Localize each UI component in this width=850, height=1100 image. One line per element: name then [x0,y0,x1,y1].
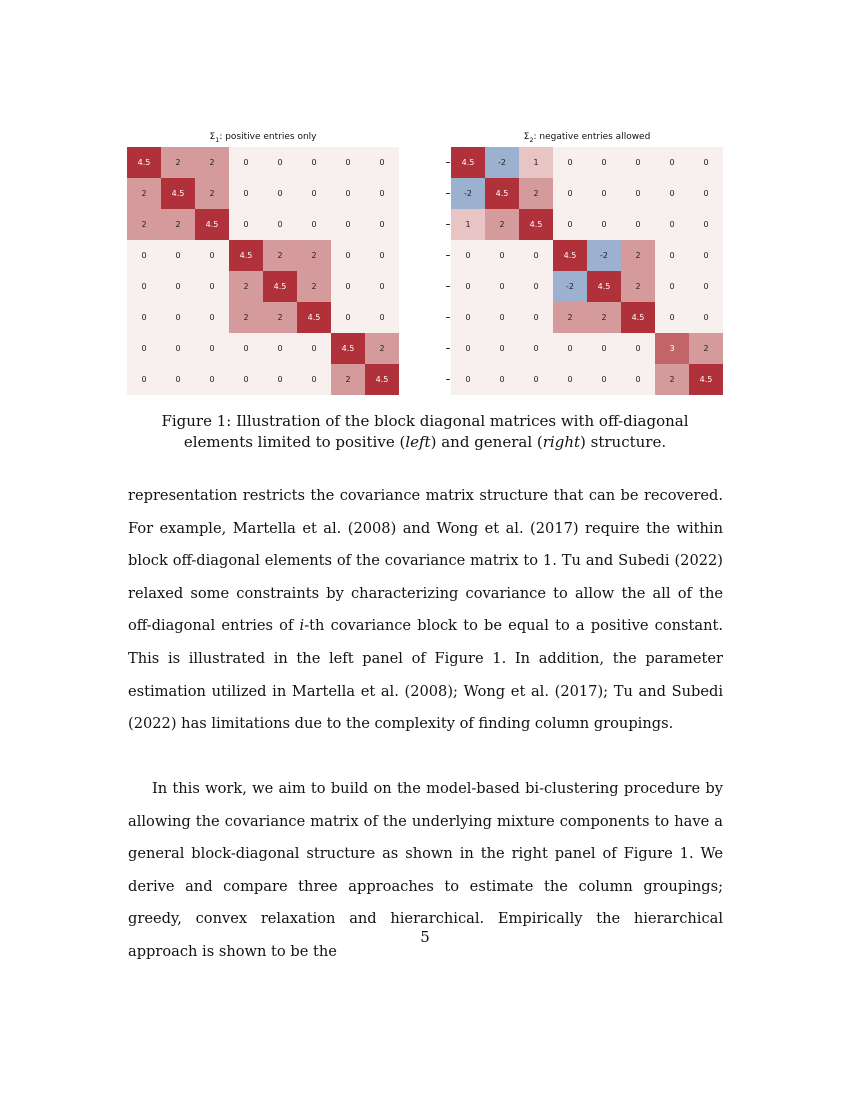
heatmap-cell: 0 [229,209,263,240]
heatmap-cell: 2 [553,302,587,333]
heatmap-cell: 0 [365,240,399,271]
heatmap-cell: 0 [689,302,723,333]
heatmap-cell: 2 [621,240,655,271]
heatmap-cell: 1 [451,209,485,240]
heatmap-cell: 2 [161,209,195,240]
heatmap-cell: 0 [621,364,655,395]
heatmap-right-title-symbol: Σ [523,132,530,142]
heatmap-cell: 2 [297,240,331,271]
heatmap-right-title [451,132,723,144]
heatmap-cell: 0 [655,240,689,271]
heatmap-cell: -2 [451,178,485,209]
caption-prefix: Figure 1: Illustration of the block diagonal matrices with off-diagonal elements limited to positive ( [161,412,689,451]
heatmap-cell: 0 [331,209,365,240]
heatmap-cell: -2 [587,240,621,271]
heatmap-cell: 0 [195,364,229,395]
heatmap-left-title-rest: : positive entries only [219,132,317,142]
heatmap-cell: 2 [161,147,195,178]
heatmap-cell: 0 [161,302,195,333]
heatmap-cell: 0 [621,333,655,364]
heatmap-cell: 0 [229,147,263,178]
heatmap-cell: 0 [621,209,655,240]
heatmap-cell: 0 [297,364,331,395]
heatmap-cell: 0 [485,271,519,302]
heatmap-cell: 0 [229,333,263,364]
heatmap-cell: 0 [485,240,519,271]
heatmap-cell: 0 [297,147,331,178]
heatmap-cell: 0 [263,178,297,209]
heatmap-cell: 0 [553,178,587,209]
heatmap-cell: 4.5 [161,178,195,209]
heatmap-cell: 2 [587,302,621,333]
heatmap-cell: 0 [127,364,161,395]
heatmap-cell: 0 [689,147,723,178]
heatmap-cell: 4.5 [587,271,621,302]
heatmap-cell: 2 [485,209,519,240]
heatmap-cell: 0 [485,302,519,333]
heatmap-cell: 0 [655,302,689,333]
heatmap-cell: 0 [297,178,331,209]
heatmap-right-title-rest: : negative entries allowed [533,132,651,142]
heatmap-cell: 0 [451,364,485,395]
heatmap-cell: 2 [195,147,229,178]
heatmap-cell: 0 [331,147,365,178]
heatmap-row-tick [446,255,450,256]
heatmap-cell: 4.5 [127,147,161,178]
heatmap-cell: 0 [195,302,229,333]
heatmap-cell: 0 [587,364,621,395]
heatmap-cell: 0 [621,178,655,209]
heatmap-cell: 0 [331,178,365,209]
heatmap-cell: 0 [365,147,399,178]
heatmap-cell: 0 [365,302,399,333]
heatmap-cell: 0 [519,302,553,333]
heatmap-row-tick [446,317,450,318]
heatmap-cell: 0 [553,364,587,395]
heatmap-cell: 0 [655,178,689,209]
heatmap-left [127,147,399,395]
heatmap-cell: 4.5 [263,271,297,302]
heatmap-cell: 3 [655,333,689,364]
heatmap-cell: 0 [297,209,331,240]
heatmap-row-tick [446,379,450,380]
heatmap-cell: 0 [553,333,587,364]
heatmap-cell: 0 [263,147,297,178]
heatmap-cell: 2 [229,271,263,302]
caption-suffix: ) structure. [580,433,667,451]
heatmap-cell: 0 [195,333,229,364]
heatmap-cell: 4.5 [195,209,229,240]
heatmap-cell: 0 [621,147,655,178]
caption-left-word: left [405,433,431,451]
heatmap-cell: 0 [451,271,485,302]
heatmap-cell: 0 [519,240,553,271]
heatmap-cell: 0 [519,333,553,364]
heatmap-cell: 0 [655,147,689,178]
heatmap-cell: 0 [587,178,621,209]
heatmap-cell: 0 [519,364,553,395]
heatmap-cell: 2 [127,209,161,240]
heatmap-cell: 4.5 [331,333,365,364]
heatmap-cell: 1 [519,147,553,178]
heatmap-cell: 2 [331,364,365,395]
heatmap-cell: 4.5 [365,364,399,395]
heatmap-cell: 2 [365,333,399,364]
heatmap-cell: 0 [161,364,195,395]
heatmap-cell: 0 [655,271,689,302]
heatmap-cell: 2 [195,178,229,209]
heatmap-cell: 0 [365,209,399,240]
heatmap-left-title [127,132,399,144]
heatmap-row-tick [446,348,450,349]
heatmap-cell: 0 [485,333,519,364]
heatmap-cell: 0 [519,271,553,302]
heatmap-cell: 0 [587,333,621,364]
heatmap-cell: 0 [553,147,587,178]
heatmap-cell: -2 [553,271,587,302]
heatmap-cell: 2 [229,302,263,333]
heatmap-left-title-symbol: Σ [209,132,216,142]
heatmap-cell: -2 [485,147,519,178]
heatmap-cell: 0 [229,364,263,395]
heatmap-cell: 4.5 [229,240,263,271]
heatmap-cell: 0 [331,271,365,302]
heatmap-cell: 2 [689,333,723,364]
heatmap-cell: 0 [587,147,621,178]
heatmap-cell: 0 [451,302,485,333]
heatmap-right [451,147,723,395]
paragraph-1-italic-i: i [299,617,305,635]
heatmap-right-title-sub: 2 [529,135,534,144]
heatmap-cell: 2 [621,271,655,302]
heatmap-row-tick [446,286,450,287]
heatmap-cell: 0 [331,302,365,333]
heatmap-cell: 2 [655,364,689,395]
heatmap-left-title-sub: 1 [215,135,220,144]
heatmap-cell: 0 [451,240,485,271]
heatmap-cell: 0 [263,333,297,364]
heatmap-cell: 0 [331,240,365,271]
heatmap-cell: 4.5 [553,240,587,271]
heatmap-row-tick [446,162,450,163]
heatmap-cell: 2 [519,178,553,209]
heatmap-cell: 0 [297,333,331,364]
heatmap-cell: 4.5 [689,364,723,395]
heatmap-cell: 4.5 [451,147,485,178]
paragraph-1 [128,480,723,741]
heatmap-cell: 0 [161,240,195,271]
heatmap-cell: 0 [263,209,297,240]
heatmap-cell: 0 [451,333,485,364]
heatmap-cell: 0 [127,240,161,271]
heatmap-cell: 0 [655,209,689,240]
heatmap-cell: 0 [485,364,519,395]
heatmap-cell: 2 [297,271,331,302]
heatmap-cell: 0 [689,240,723,271]
heatmap-cell: 0 [127,302,161,333]
heatmap-cell: 0 [127,271,161,302]
heatmap-cell: 0 [195,240,229,271]
heatmap-cell: 0 [365,271,399,302]
heatmap-cell: 4.5 [485,178,519,209]
heatmap-cell: 0 [689,271,723,302]
heatmap-cell: 2 [263,302,297,333]
heatmap-row-tick [446,193,450,194]
paragraph-2: In this work, we aim to build on the model-based bi-clustering procedure by allowing the covariance matrix of the underlying mixture components to have a general block-diagonal structure as shown in the right panel of Figure 1. We derive and compare three approaches to estimate the column groupings; greedy, convex relaxation and hierarchical. Empirically the hierarchical approach is shown to be the [128,780,723,960]
heatmap-cell: 4.5 [621,302,655,333]
caption-middle: ) and general ( [430,433,543,451]
heatmap-cell: 0 [689,209,723,240]
heatmap-cell: 2 [263,240,297,271]
heatmap-row-tick [446,224,450,225]
paragraph-1-rest: -th covariance block to be equal to a positive constant. This is illustrated in the left panel of Figure 1. In addition, the parameter estimation utilized in Martella et al. (2008); Wong et al. (2017); Tu and Subedi (2022) has limitations due to the complexity of finding column groupings. [128,617,723,733]
paragraph-1-start: representation restricts the covariance matrix structure that can be recovered. For example, Martella et al. (2008) and Wong et al. (2017) require the within block off-diagonal elements of the covariance matrix to 1. Tu and Subedi (2022) relaxed some constraints by characterizing covariance to allow the all of the off-diagonal entries of [128,487,723,635]
heatmap-cell: 4.5 [297,302,331,333]
heatmap-cell: 0 [161,333,195,364]
figure-caption [130,411,720,453]
heatmap-cell: 0 [263,364,297,395]
heatmap-cell: 0 [127,333,161,364]
heatmap-cell: 0 [195,271,229,302]
heatmap-cell: 0 [229,178,263,209]
heatmap-cell: 2 [127,178,161,209]
heatmap-cell: 4.5 [519,209,553,240]
caption-right-word: right [542,433,581,451]
heatmap-cell: 0 [365,178,399,209]
heatmap-cell: 0 [689,178,723,209]
heatmap-cell: 0 [553,209,587,240]
heatmap-cell: 0 [161,271,195,302]
page-number: 5 [420,928,430,946]
heatmap-cell: 0 [587,209,621,240]
